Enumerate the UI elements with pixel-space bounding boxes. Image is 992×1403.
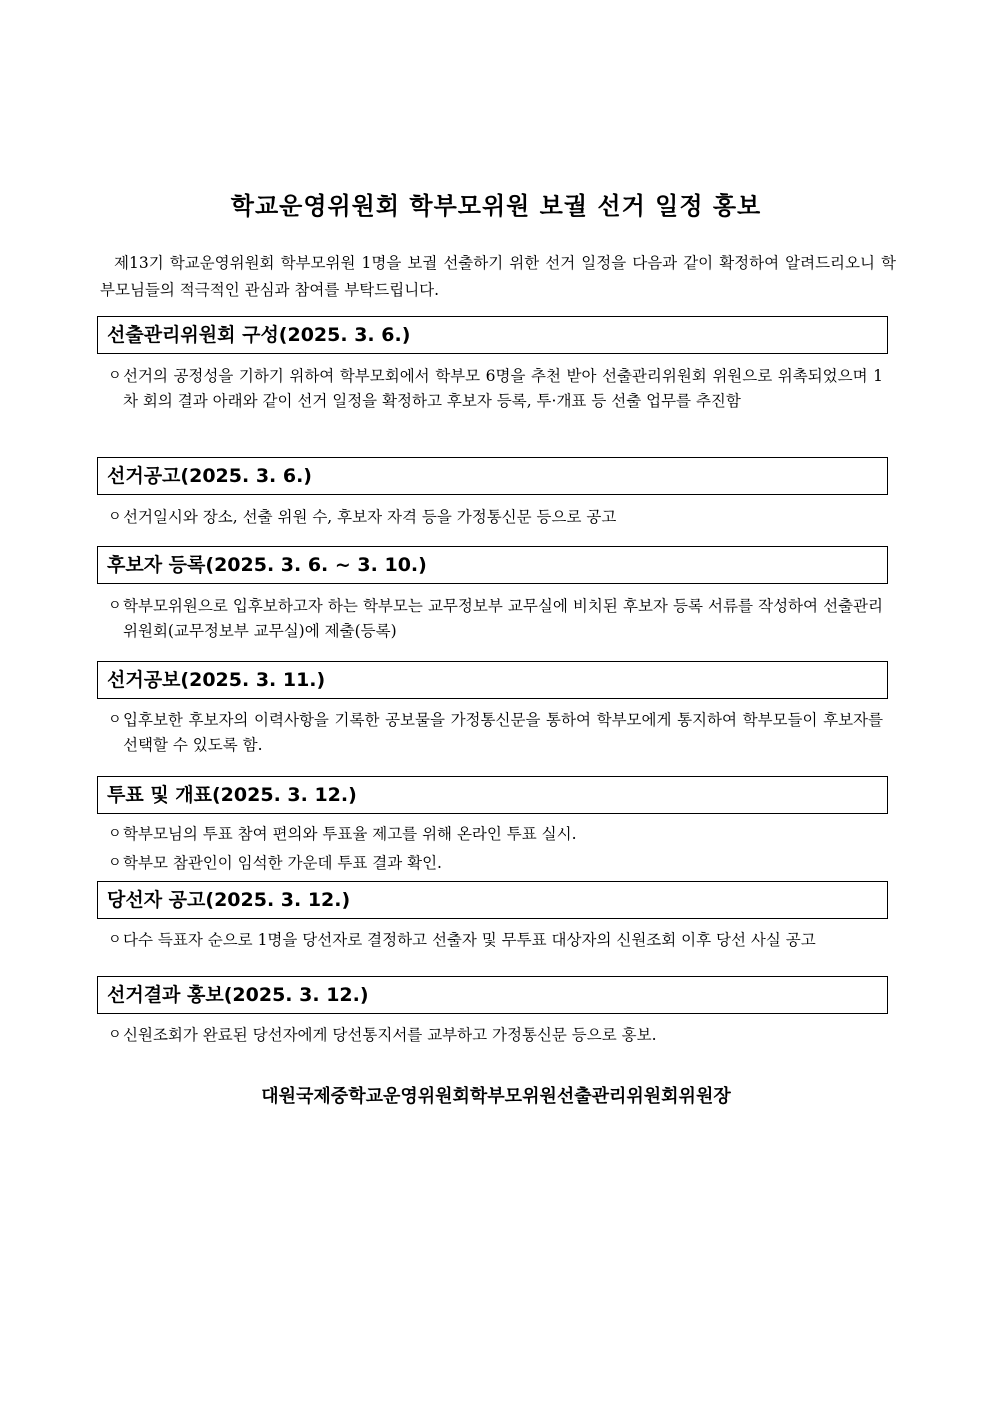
section-header-announcement: 선거공고(2025. 3. 6.) bbox=[97, 457, 888, 495]
section-body-result bbox=[108, 1023, 883, 1048]
bullet-text: 학부모님의 투표 참여 편의와 투표율 제고를 위해 온라인 투표 실시. bbox=[123, 825, 577, 843]
bullet-mark: ㅇ bbox=[108, 855, 122, 871]
section-header-registration: 후보자 등록(2025. 3. 6. ~ 3. 10.) bbox=[97, 546, 888, 584]
bullet-mark: ㅇ bbox=[108, 1027, 122, 1043]
list-item bbox=[108, 822, 883, 847]
bullet-mark: ㅇ bbox=[108, 598, 122, 614]
list-item bbox=[108, 1023, 883, 1048]
list-item bbox=[108, 708, 883, 758]
bullet-text: 선거일시와 장소, 선출 위원 수, 후보자 자격 등을 가정통신문 등으로 공고 bbox=[123, 508, 617, 526]
bullet-text: 선거의 공정성을 기하기 위하여 학부모회에서 학부모 6명을 추천 받아 선출관리위원회 위원으로 위촉되었으며 1차 회의 결과 아래와 같이 선거 일정을 확정하고 후보자 등록, 투·개표 등 선출 업무를 추진함 bbox=[123, 367, 883, 410]
bullet-text: 학부모 참관인이 임석한 가운데 투표 결과 확인. bbox=[123, 854, 442, 872]
bullet-text: 다수 득표자 순으로 1명을 당선자로 결정하고 선출자 및 무투표 대상자의 신원조회 이후 당선 사실 공고 bbox=[123, 931, 816, 949]
bullet-mark: ㅇ bbox=[108, 932, 122, 948]
document-title: 학교운영위원회 학부모위원 보궐 선거 일정 홍보 bbox=[230, 192, 762, 220]
list-item bbox=[108, 928, 883, 953]
bullet-mark: ㅇ bbox=[108, 509, 122, 525]
section-header-committee: 선출관리위원회 구성(2025. 3. 6.) bbox=[97, 316, 888, 354]
section-body-announcement bbox=[108, 505, 883, 530]
section-header-result: 선거결과 홍보(2025. 3. 12.) bbox=[97, 976, 888, 1014]
list-item bbox=[108, 594, 883, 644]
section-body-winner bbox=[108, 928, 883, 953]
section-header-voting: 투표 및 개표(2025. 3. 12.) bbox=[97, 776, 888, 814]
list-item bbox=[108, 505, 883, 530]
section-body-bulletin bbox=[108, 708, 883, 758]
signature-line: 대원국제중학교운영위원회학부모위원선출관리위원회위원장 bbox=[261, 1086, 731, 1107]
section-body-voting bbox=[108, 822, 883, 876]
bullet-mark: ㅇ bbox=[108, 712, 122, 728]
section-body-committee bbox=[108, 364, 883, 414]
intro-paragraph: 제13기 학교운영위원회 학부모위원 1명을 보궐 선출하기 위한 선거 일정을 다음과 같이 확정하여 알려드리오니 학부모님들의 적극적인 관심과 참여를 부탁드립니다. bbox=[100, 254, 896, 299]
section-body-registration bbox=[108, 594, 883, 644]
section-header-bulletin: 선거공보(2025. 3. 11.) bbox=[97, 661, 888, 699]
list-item bbox=[108, 364, 883, 414]
bullet-text: 학부모위원으로 입후보하고자 하는 학부모는 교무정보부 교무실에 비치된 후보자 등록 서류를 작성하여 선출관리위원회(교무정보부 교무실)에 제출(등록) bbox=[123, 597, 883, 640]
list-item bbox=[108, 851, 883, 876]
bullet-text: 신원조회가 완료된 당선자에게 당선통지서를 교부하고 가정통신문 등으로 홍보. bbox=[123, 1026, 657, 1044]
bullet-text: 입후보한 후보자의 이력사항을 기록한 공보물을 가정통신문을 통하여 학부모에게 통지하여 학부모들이 후보자를 선택할 수 있도록 함. bbox=[123, 711, 883, 754]
section-header-winner: 당선자 공고(2025. 3. 12.) bbox=[97, 881, 888, 919]
bullet-mark: ㅇ bbox=[108, 826, 122, 842]
bullet-mark: ㅇ bbox=[108, 368, 122, 384]
